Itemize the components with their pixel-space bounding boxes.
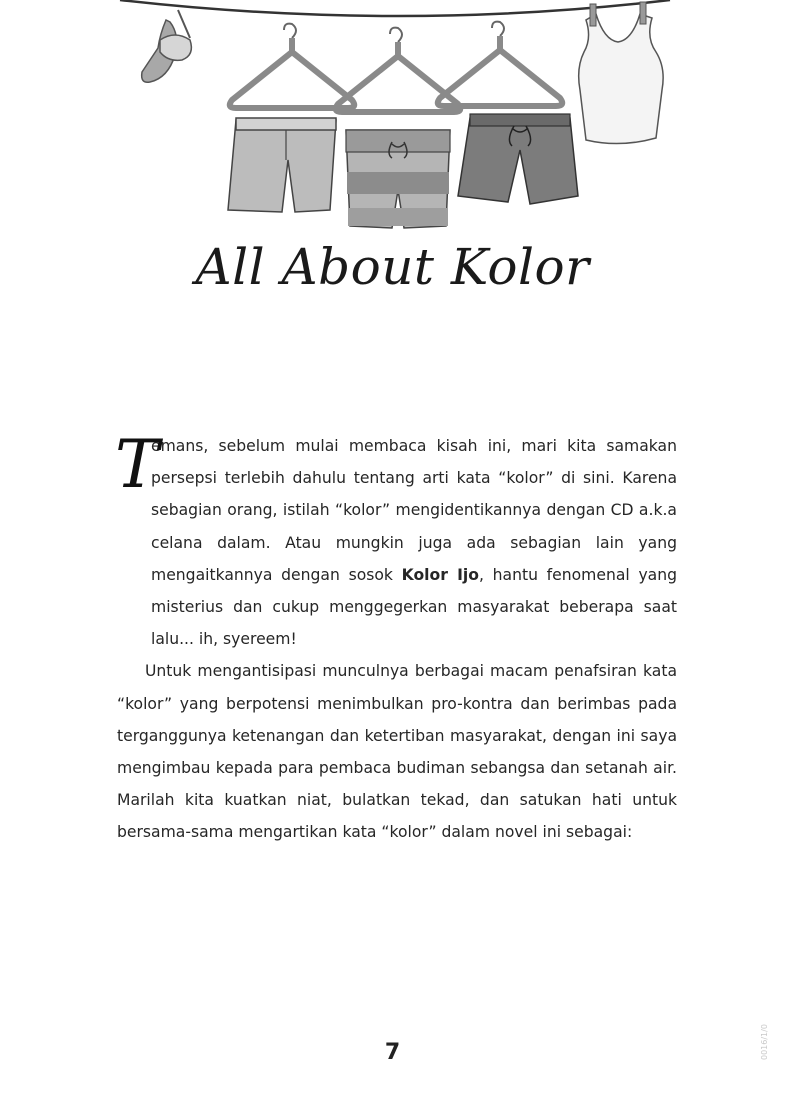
shorts-light-icon <box>228 24 354 212</box>
paragraph-1-text-a: emans, sebelum mulai membaca kisah ini, mari kita samakan persepsi terlebih dahulu tentang arti kata “kolor” di sini. Karena sebagian orang, istilah “kolor” mengidentikannya dengan CD a.k.a celana dalam. Atau mungkin juga ada sebagian lain yang mengaitkannya dengan sosok <box>151 437 677 584</box>
clothesline-illustration <box>0 0 785 240</box>
sock-icon <box>142 10 192 82</box>
bold-term-kolor-ijo: Kolor Ijo <box>401 565 479 584</box>
paragraph-1 <box>115 426 678 655</box>
chapter-title: All About Kolor <box>195 238 590 296</box>
drop-cap: T <box>115 426 160 503</box>
chapter-body <box>115 426 678 849</box>
paragraph-2: Untuk mengantisipasi munculnya berbagai macam penafsiran kata “kolor” yang berpotensi menimbulkan pro-kontra dan berimbas pada terganggunya ketenangan dan ketertiban masyarakat, dengan ini saya mengimbau kepada para pembaca budiman sebangsa dan setanah air. Marilah kita kuatkan niat, bulatkan tekad, dan satukan hati untuk bersama-sama mengartikan kata “kolor” dalam novel ini sebagai: <box>117 662 677 842</box>
print-code: 0016/1/0 <box>760 1024 769 1060</box>
paragraph-1-text-b: , hantu fenomenal yang misterius dan cukup menggegerkan masyarakat beberapa saat lalu... ih, syereem! <box>151 565 678 649</box>
clothesline <box>120 0 670 16</box>
shorts-striped-icon <box>336 28 461 228</box>
singlet-icon <box>579 2 663 144</box>
page-number: 7 <box>384 1040 401 1065</box>
